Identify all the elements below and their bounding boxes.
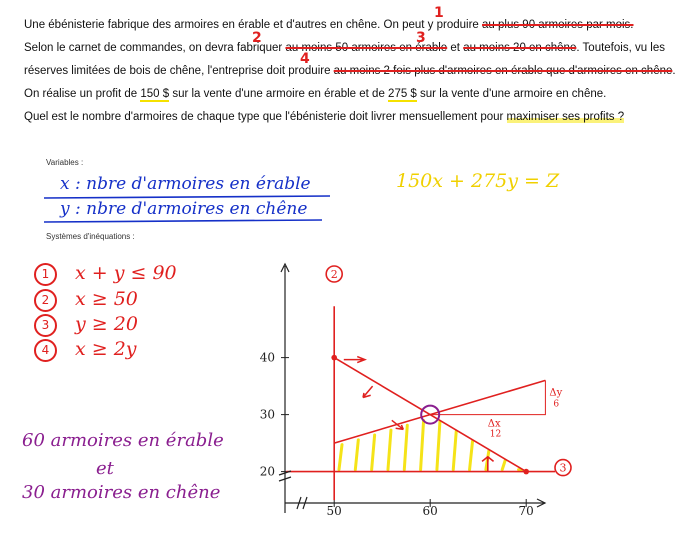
problem-text: . Toutefois, vu les <box>576 42 666 54</box>
constraint-mark-3: 3 <box>416 30 426 46</box>
objective-text: maximiser ses profits ? <box>506 111 625 123</box>
underline-x <box>44 196 330 198</box>
constraint-1-text: au plus 90 armoires par mois. <box>482 19 634 31</box>
problem-text: Une ébénisterie fabrique des armoires en érable et d'autres en chêne. On peut y produire <box>24 19 483 31</box>
problem-text: sur la vente d'une armoire en chêne. <box>416 88 607 100</box>
inequality-text: x ≥ 50 <box>75 288 138 310</box>
x-tick-label: 70 <box>518 504 534 518</box>
profit-maple: 150 $ <box>140 88 170 100</box>
problem-text: et <box>447 42 464 54</box>
line-2-label: 2 <box>330 268 338 281</box>
delta-x-value: 12 <box>489 429 502 440</box>
hatch-stroke <box>372 435 375 470</box>
inequality-number: 2 <box>34 289 57 312</box>
vertex-dot <box>523 469 529 475</box>
direction-arrow-3 <box>482 457 494 472</box>
objective-function: 150x + 275y = Z <box>396 170 560 192</box>
direction-arrow-1 <box>363 386 373 397</box>
underline-y <box>44 220 322 222</box>
hatch-stroke <box>421 420 424 469</box>
problem-text: Quel est le nombre d'armoires de chaque type que l'ébénisterie doit livrer mensuellement pour <box>24 111 507 123</box>
y-tick-label: 30 <box>259 407 275 422</box>
hatch-stroke <box>502 460 505 469</box>
feasible-region-graph <box>245 258 567 533</box>
inequality-text: x ≥ 2y <box>75 338 137 360</box>
systeme-label: Systèmes d'inéquations : <box>46 232 135 241</box>
graph-annotations <box>326 266 571 476</box>
inequality-1 <box>34 262 177 286</box>
inequality-3 <box>34 313 138 337</box>
hatch-stroke <box>404 425 407 469</box>
inequality-2 <box>34 288 138 312</box>
constraint-mark-4: 4 <box>300 51 310 67</box>
problem-text: On réalise un profit de <box>24 88 141 100</box>
constraint-mark-1: 1 <box>434 5 444 21</box>
x-tick-label: 50 <box>326 504 342 518</box>
constraint-2-text: au moins 50 armoires en érable <box>285 42 448 54</box>
inequality-number: 3 <box>34 314 57 337</box>
answer-line-1: 60 armoires en érable <box>22 430 224 451</box>
delta-y-label: Δy <box>549 387 563 399</box>
variables-label: Variables : <box>46 158 84 167</box>
y-tick-label: 40 <box>259 350 275 365</box>
inequality-number: 4 <box>34 339 57 362</box>
problem-text: réserves limitées de bois de chêne, l'entreprise doit produire <box>24 65 334 77</box>
problem-text: sur la vente d'une armoire en érable et de <box>169 88 389 100</box>
inequality-4 <box>34 338 137 362</box>
hatch-stroke <box>339 445 342 470</box>
hatch-stroke <box>453 431 456 469</box>
inequality-text: x + y ≤ 90 <box>75 262 177 284</box>
constraint-4-text: au moins 2 fois plus d'armoires en érable que d'armoires en chêne <box>333 65 673 77</box>
answer-line-3: 30 armoires en chêne <box>22 482 221 503</box>
variable-y-definition: y : nbre d'armoires en chêne <box>60 199 308 219</box>
problem-text: . <box>672 65 676 77</box>
constraint-lines <box>286 306 555 500</box>
inequality-text: y ≥ 20 <box>75 313 138 335</box>
problem-text: Selon le carnet de commandes, on devra fabriquer <box>24 42 286 54</box>
direction-arrow-2 <box>344 357 365 363</box>
constraint-3-text: au moins 20 en chêne <box>463 42 577 54</box>
inequality-number: 1 <box>34 263 57 286</box>
constraint-mark-2: 2 <box>252 30 262 46</box>
hatch-stroke <box>388 430 391 469</box>
vertex-dot <box>331 355 337 361</box>
line-3-label: 3 <box>559 461 567 475</box>
x-tick-label: 60 <box>422 504 438 518</box>
y-tick-label: 20 <box>259 464 275 479</box>
answer-line-2: et <box>96 458 114 479</box>
profit-oak: 275 $ <box>388 88 417 100</box>
delta-x-label: Δx <box>487 418 501 430</box>
delta-y-value: 6 <box>553 399 560 410</box>
hatch-stroke <box>470 441 473 470</box>
hatch-stroke <box>437 422 440 470</box>
hatch-stroke <box>355 440 358 470</box>
variable-x-definition: x : nbre d'armoires en érable <box>60 174 311 194</box>
